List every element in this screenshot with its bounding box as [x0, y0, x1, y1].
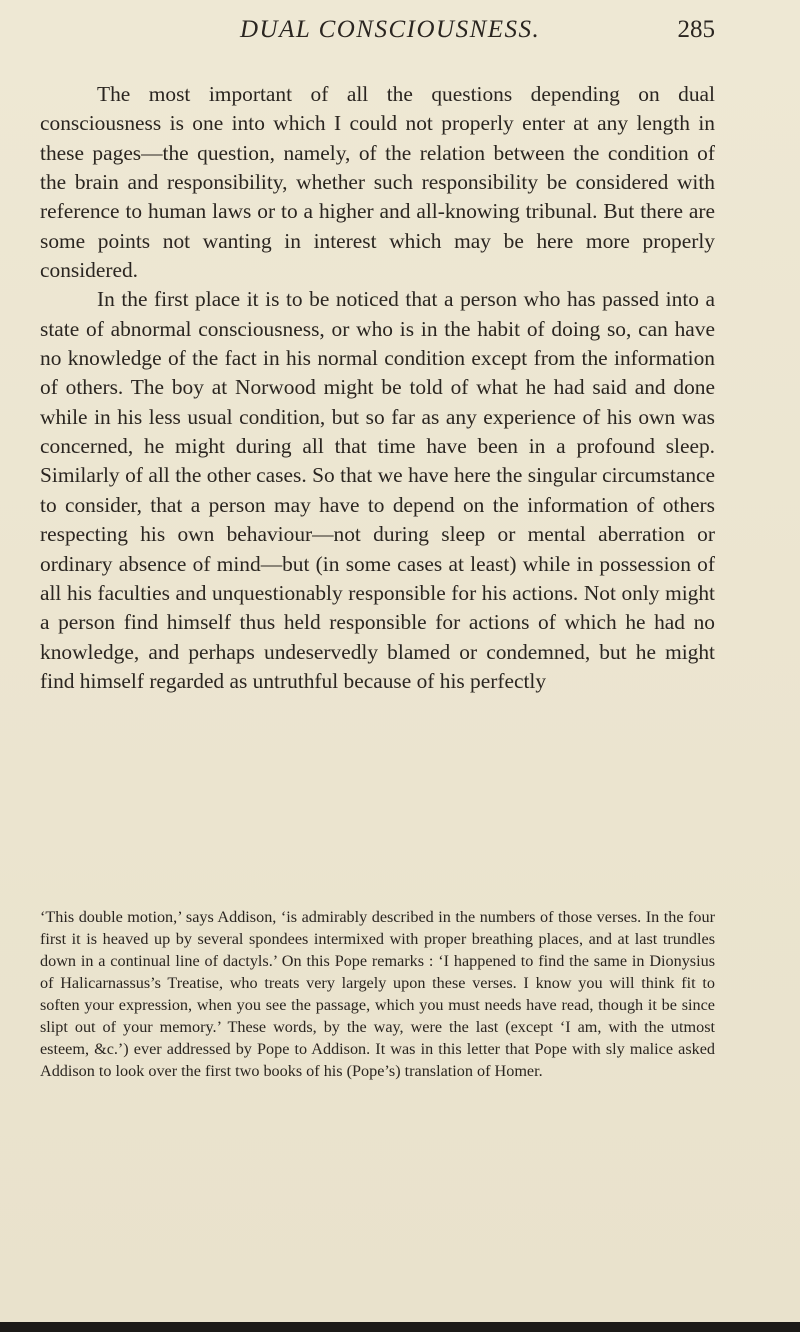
body-text — [40, 80, 715, 696]
page-number: 285 — [677, 16, 715, 43]
running-title: DUAL CONSCIOUSNESS. — [240, 16, 541, 43]
paragraph-2: In the first place it is to be noticed that a person who has passed into a state of abnormal consciousness, or who is in the habit of doing so, can have no knowledge of the fact in his normal condition except from the information of others. The boy at Norwood might be told of what he had said and done while in his less usual condition, but so far as any experience of his own was concerned, he might during all that time have been in a profound sleep. Similarly of all the other cases. So that we have here the singular circumstance to consider, that a person may have to depend on the information of others respecting his own behaviour—not during sleep or mental aberration or ordinary absence of mind—but (in some cases at least) while in possession of all his faculties and unquestionably responsible for his actions. Not only might a person find himself thus held responsible for actions of which he had no knowledge, and perhaps undeservedly blamed or condemned, but he might find himself regarded as untruthful because of his perfectly — [40, 287, 715, 693]
paragraph-1: The most important of all the questions depending on dual consciousness is one into which I could not properly enter at any length in these pages—the question, namely, of the relation between the condition of the brain and responsibility, whether such responsibility be considered with reference to human laws or to a higher and all-knowing tribunal. But there are some points not wanting in interest which may be here more properly considered. — [40, 82, 715, 283]
page-header — [40, 6, 715, 54]
footnote: ‘This double motion,’ says Addison, ‘is admirably described in the numbers of those verses. In the four first it is heaved up by several spondees intermixed with proper breathing places, and at last trundles down in a continual line of dactyls.’ On this Pope remarks : ‘I happened to find the same in Dionysius of Halicarnassus’s Treatise, who treats very largely upon these verses. I know you will think fit to soften your expression, when you see the passage, which you must needs have read, though it be since slipt out of your memory.’ These words, by the way, were the last (except ‘I am, with the utmost esteem, &c.’) ever addressed by Pope to Addison. It was in this letter that Pope with sly malice asked Addison to look over the first two books of his (Pope’s) translation of Homer. — [40, 908, 715, 1081]
page-bottom-edge — [0, 1322, 800, 1332]
